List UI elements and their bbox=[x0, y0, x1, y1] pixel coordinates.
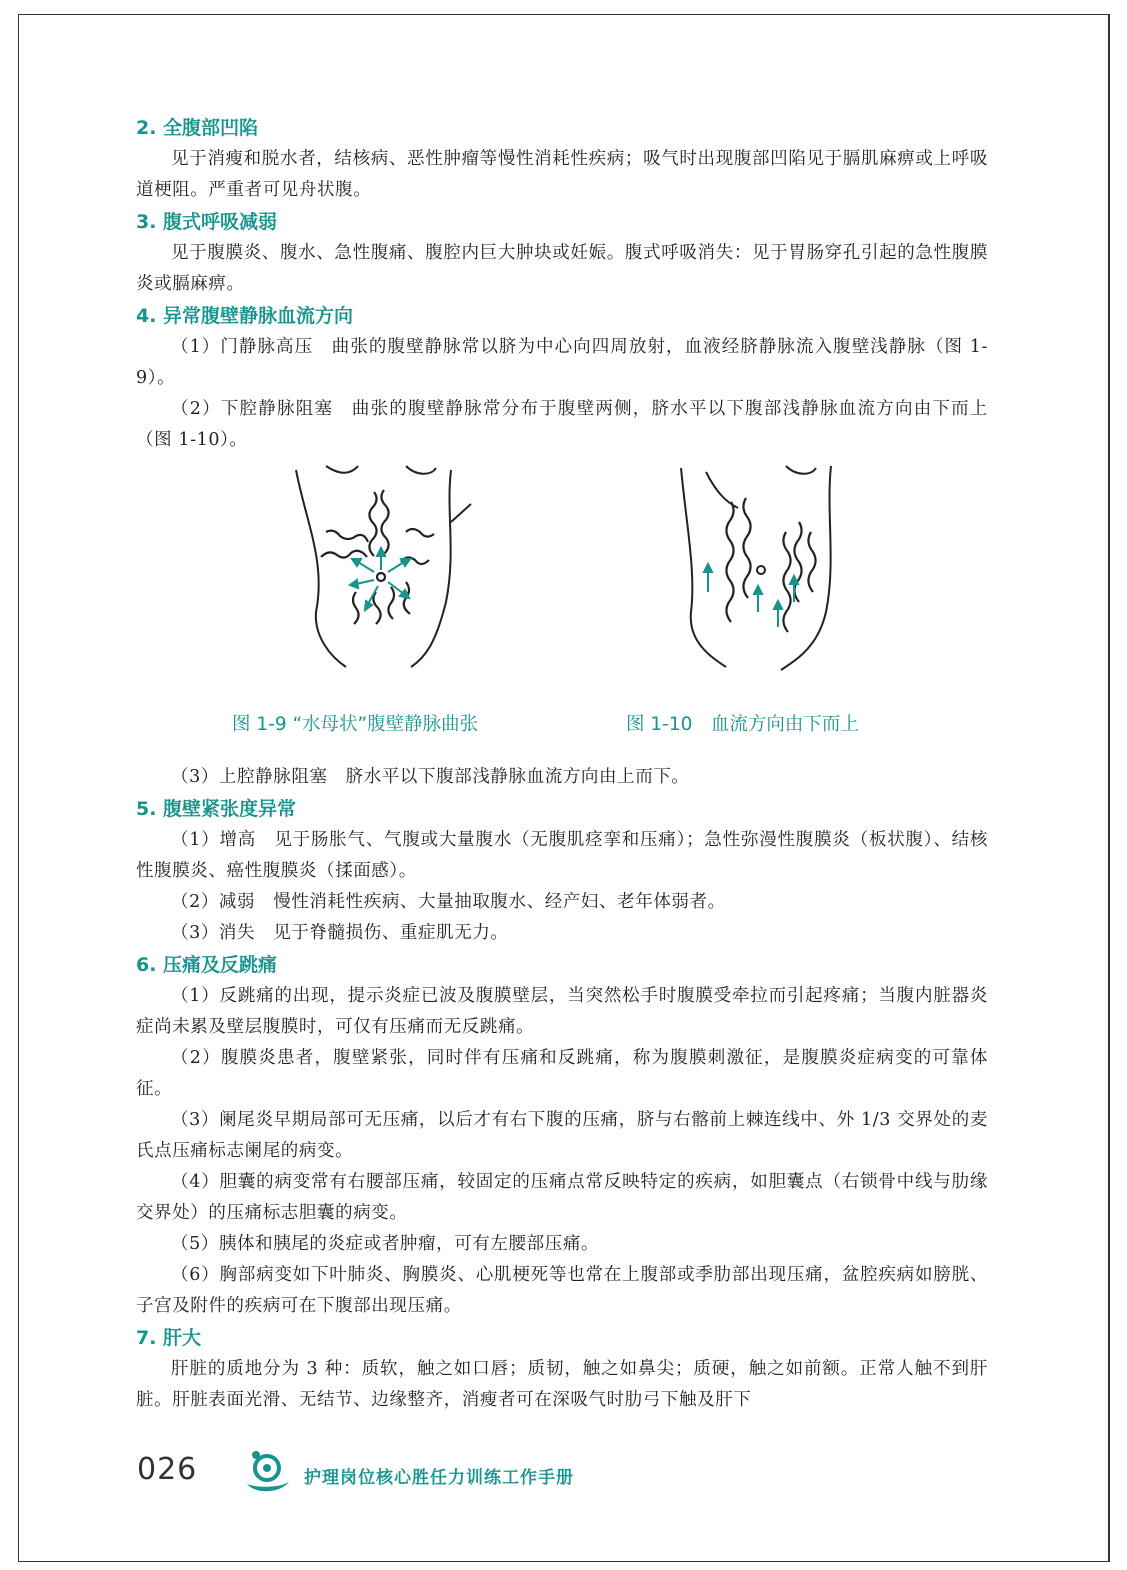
heading-7: 7. 肝大 bbox=[136, 1327, 202, 1349]
heading-3: 3. 腹式呼吸减弱 bbox=[136, 211, 278, 233]
heading-2: 2. 全腹部凹陷 bbox=[136, 117, 259, 139]
figure-1-9-illustration bbox=[286, 462, 486, 672]
paragraph: （2）腹膜炎患者，腹壁紧张，同时伴有压痛和反跳痛，称为腹膜刺激征，是腹膜炎症病变的可靠体征。 bbox=[136, 1048, 988, 1099]
paragraph: 见于消瘦和脱水者，结核病、恶性肿瘤等慢性消耗性疾病；吸气时出现腹部凹陷见于膈肌麻痹或上呼吸道梗阻。严重者可见舟状腹。 bbox=[136, 149, 988, 200]
page-content bbox=[136, 112, 988, 1416]
heading-6: 6. 压痛及反跳痛 bbox=[136, 954, 278, 976]
paragraph: （2）减弱 慢性消耗性疾病、大量抽取腹水、经产妇、老年体弱者。 bbox=[171, 892, 726, 912]
paragraph: 肝脏的质地分为 3 种：质软，触之如口唇；质韧，触之如鼻尖；质硬，触之如前额。正常人触不到肝脏。肝脏表面光滑、无结节、边缘整齐，消瘦者可在深吸气时肋弓下触及肝下 bbox=[136, 1359, 988, 1410]
figure-1-10-caption: 图 1-10 血流方向由下而上 bbox=[626, 714, 859, 735]
paragraph: （4）胆囊的病变常有右腰部压痛，较固定的压痛点常反映特定的疾病，如胆囊点（右锁骨中线与肋缘交界处）的压痛标志胆囊的病变。 bbox=[136, 1172, 988, 1223]
figures-row bbox=[136, 462, 988, 762]
paragraph: （3）消失 见于脊髓损伤、重症肌无力。 bbox=[171, 923, 509, 943]
paragraph: （1）反跳痛的出现，提示炎症已波及腹膜壁层，当突然松手时腹膜受牵拉而引起疼痛；当腹内脏器炎症尚未累及壁层腹膜时，可仅有压痛而无反跳痛。 bbox=[136, 986, 988, 1037]
page-edge bbox=[1108, 14, 1110, 1562]
paragraph: （3）上腔静脉阻塞 脐水平以下腹部浅静脉血流方向由上而下。 bbox=[171, 767, 690, 787]
paragraph: （1）门静脉高压 曲张的腹壁静脉常以脐为中心向四周放射，血液经脐静脉流入腹壁浅静脉（图 1-9）。 bbox=[136, 337, 988, 388]
book-title: 护理岗位核心胜任力训练工作手册 bbox=[304, 1468, 574, 1488]
page-number: 026 bbox=[137, 1452, 198, 1487]
paragraph: （5）胰体和胰尾的炎症或者肿瘤，可有左腰部压痛。 bbox=[171, 1234, 600, 1254]
paragraph: （6）胸部病变如下叶肺炎、胸膜炎、心肌梗死等也常在上腹部或季肋部出现压痛，盆腔疾病如膀胱、子宫及附件的疾病可在下腹部出现压痛。 bbox=[136, 1265, 988, 1316]
figure-1-9-caption: 图 1-9 “水母状”腹壁静脉曲张 bbox=[232, 714, 479, 735]
paragraph: （3）阑尾炎早期局部可无压痛，以后才有右下腹的压痛，脐与右髂前上棘连线中、外 1/3 交界处的麦氏点压痛标志阑尾的病变。 bbox=[136, 1110, 988, 1161]
figure-1-10-illustration bbox=[666, 462, 836, 672]
paragraph: 见于腹膜炎、腹水、急性腹痛、腹腔内巨大肿块或妊娠。腹式呼吸消失：见于胃肠穿孔引起的急性腹膜炎或膈麻痹。 bbox=[136, 243, 988, 294]
paragraph: （1）增高 见于肠胀气、气腹或大量腹水（无腹肌痉挛和压痛）；急性弥漫性腹膜炎（板状腹）、结核性腹膜炎、癌性腹膜炎（揉面感）。 bbox=[136, 830, 988, 881]
heading-4: 4. 异常腹壁静脉血流方向 bbox=[136, 305, 354, 327]
paragraph: （2）下腔静脉阻塞 曲张的腹壁静脉常分布于腹壁两侧，脐水平以下腹部浅静脉血流方向由下而上（图 1-10）。 bbox=[136, 399, 988, 450]
heading-5: 5. 腹壁紧张度异常 bbox=[136, 798, 297, 820]
book-logo-icon bbox=[243, 1448, 293, 1498]
